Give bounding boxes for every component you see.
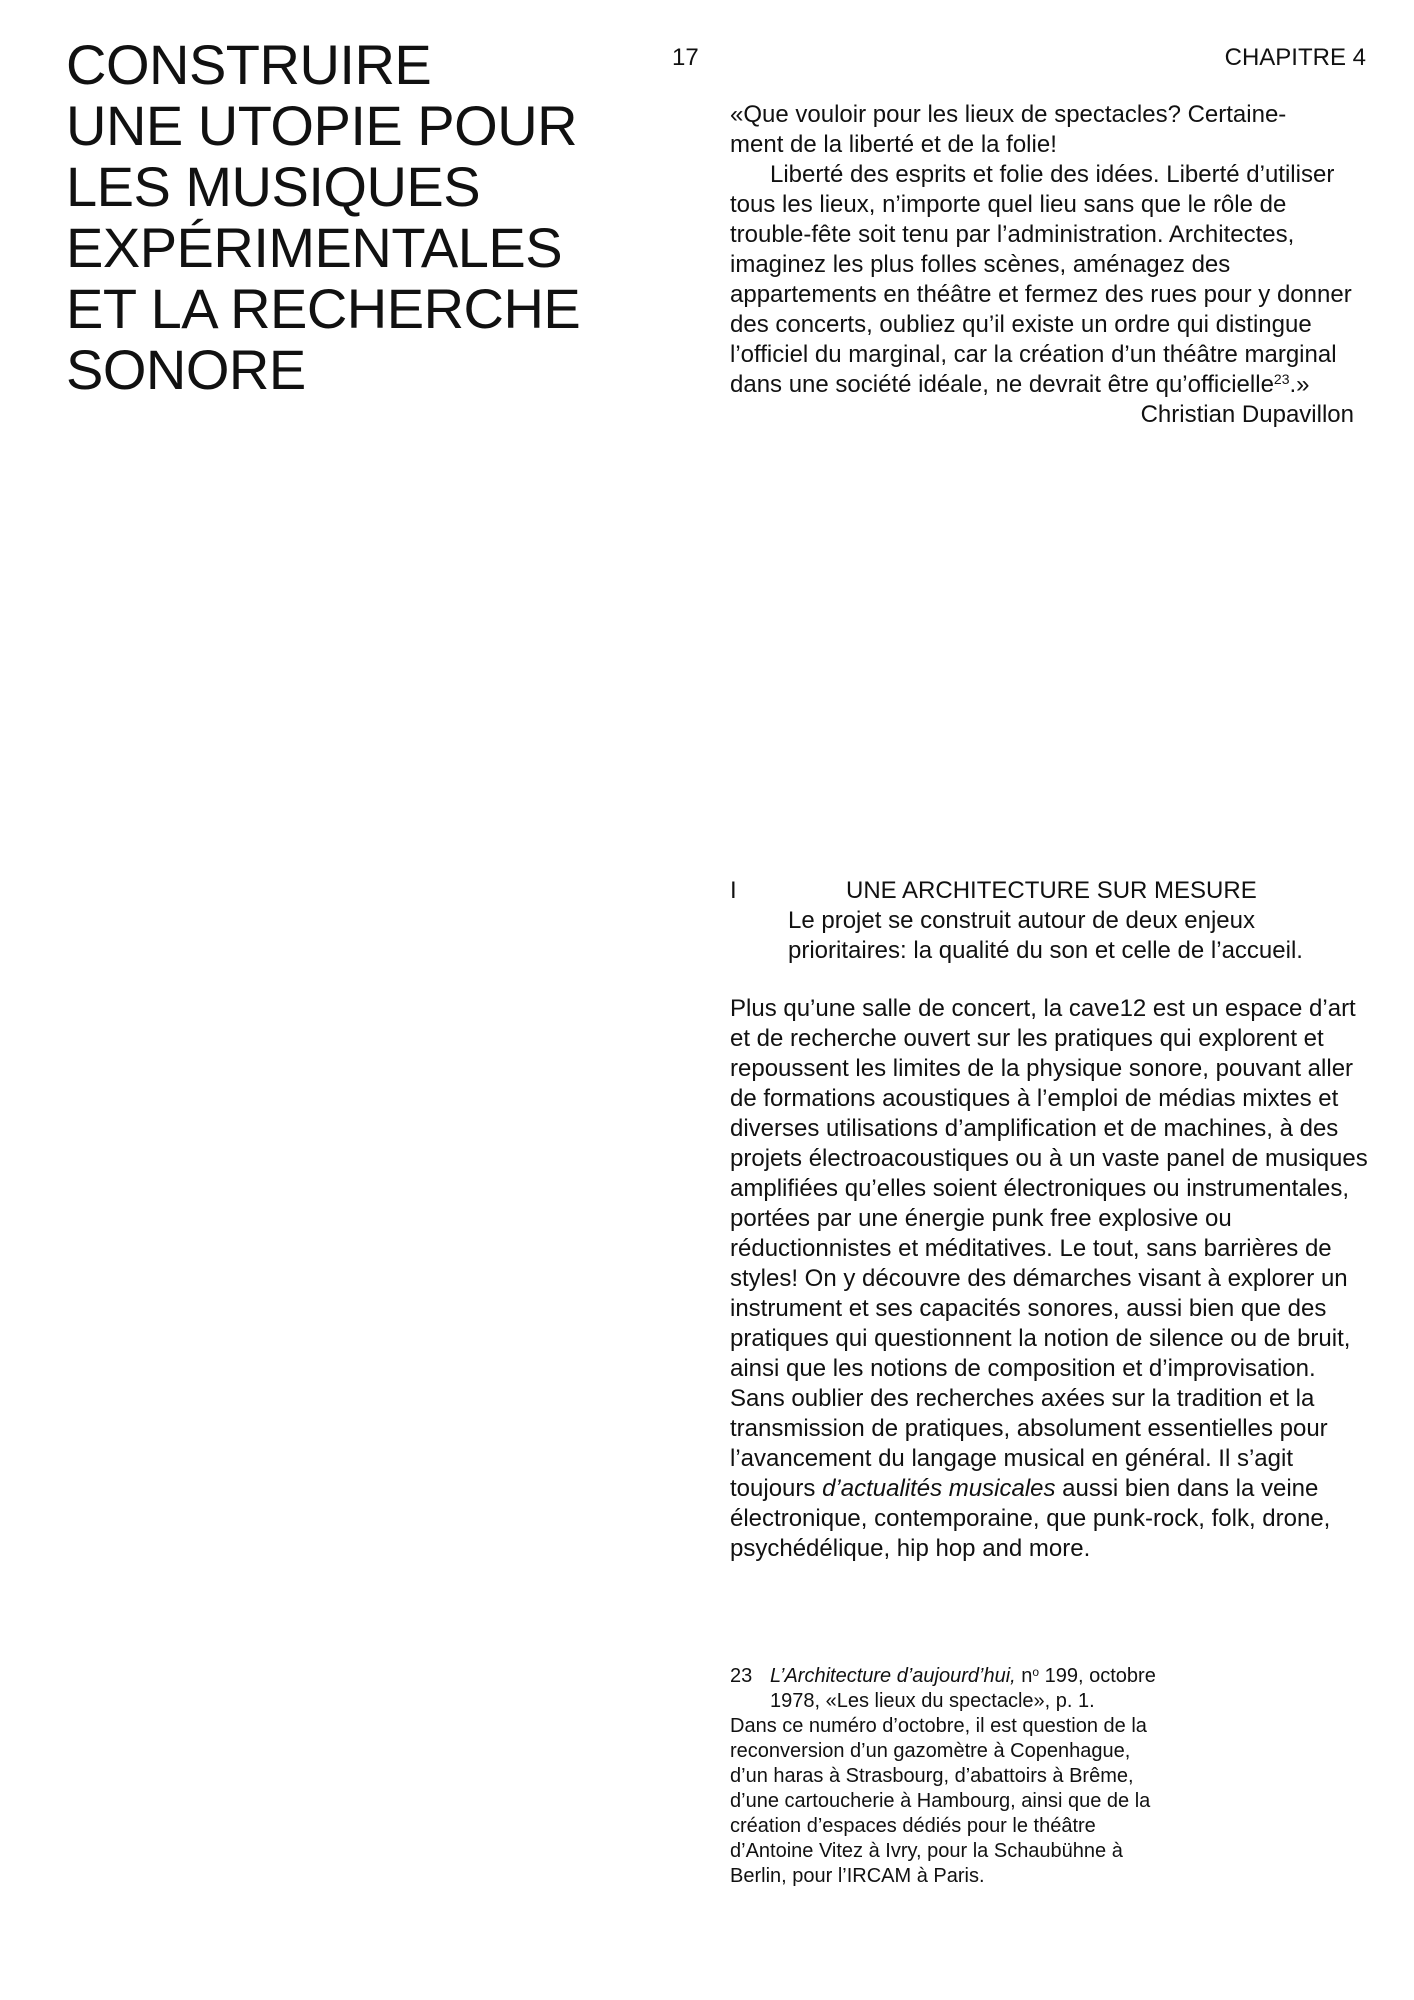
title-line: ET LA RECHERCHE bbox=[66, 277, 581, 340]
section-title: UNE ARCHITECTURE SUR MESURE bbox=[846, 877, 1257, 904]
footnote-issue-details: 199, octobre 1978, «Les lieux du spectacle», p. 1. bbox=[770, 1665, 1156, 1712]
section-lead: Le projet se construit autour de deux enjeux prioritaires: la qualité du son et celle de l’accueil. bbox=[788, 907, 1303, 964]
title-line: EXPÉRIMENTALES bbox=[66, 216, 563, 279]
emphasized-text: d’actualités musicales bbox=[822, 1475, 1056, 1502]
epigraph-closing: .» bbox=[1289, 371, 1310, 398]
epigraph-paragraph bbox=[730, 160, 1360, 400]
main-paragraph bbox=[730, 994, 1370, 1564]
footnote-reference[interactable]: 23 bbox=[1273, 371, 1290, 387]
page-title bbox=[66, 34, 666, 400]
epigraph-author: Christian Dupavillon bbox=[1140, 401, 1354, 428]
footnote-note: Dans ce numéro d’octobre, il est question de la reconversion d’un gazomètre à Copenhague, d’un haras à Strasbourg, d’abattoirs à Brême, d’une cartoucherie à Hambourg, ainsi que de la création d’espaces dédiés pour le théâtre d’Antoine Vitez à Ivry, pour la Schaubühne à Berlin, pour l’IRCAM à Paris. bbox=[730, 1715, 1151, 1887]
footnote-source-title: L’Architecture d’aujourd’hui, bbox=[770, 1665, 1016, 1687]
epigraph-text: Liberté des esprits et folie des idées. Liberté d’utiliser tous les lieux, n’importe quel lieu sans que le rôle de trouble-fête soit tenu par l’administration. Architectes, imaginez les plus folles scènes, aménagez des appartements en théâtre et fermez des rues pour y donner des concerts, oubliez qu’il existe un ordre qui distingue l’officiel du marginal, car la création d’un théâtre marginal dans une société idéale, ne devrait être qu’officielle bbox=[730, 161, 1352, 398]
title-line: CONSTRUIRE bbox=[66, 33, 432, 96]
epigraph-line: «Que vouloir pour les lieux de spectacles? Certaine- bbox=[730, 101, 1287, 128]
epigraph-line: ment de la liberté et de la folie! bbox=[730, 131, 1057, 158]
epigraph-quote bbox=[730, 100, 1360, 430]
section-number: I bbox=[730, 877, 737, 904]
main-text: Plus qu’une salle de concert, la cave12 est un espace d’art et de recherche ouvert sur les pratiques qui explorent et repoussent les limites de la physique sonore, pouvant aller de formations acoustiques à l’emploi de médias mixtes et diverses utilisations d’amplification et de machines, à des projets électroacoustiques ou à un vaste panel de musiques amplifiées qu’elles soient électroniques ou instrumentales, portées par une énergie punk free explosive ou réductionnistes et méditatives. Le tout, sans barrières de styles! On y découvre des démarches visant à explorer un instrument et ses capacités sonores, aussi bien que des pratiques qui questionnent la notion de silence ou de bruit, ainsi que les notions de composition et d’improvisation. Sans oublier des recherches axées sur la tradition et la transmission de pratiques, absolument essentielles pour l’avancement du langage musical en général. Il s’agit toujours bbox=[730, 995, 1368, 1502]
footnote bbox=[730, 1664, 1160, 1889]
page-number: 17 bbox=[672, 44, 699, 71]
footnote-issue-sup: o bbox=[1032, 1665, 1040, 1679]
chapter-label: CHAPITRE 4 bbox=[1224, 44, 1366, 71]
title-line: UNE UTOPIE POUR bbox=[66, 94, 578, 157]
main-text: aussi bien dans la veine électronique, contemporaine, que punk-rock, folk, drone, psychédélique, hip hop and more. bbox=[730, 1475, 1331, 1562]
footnote-citation bbox=[730, 1664, 1160, 1714]
epigraph-paragraph bbox=[730, 100, 1360, 160]
title-line: SONORE bbox=[66, 338, 306, 401]
footnote-number: 23 bbox=[730, 1665, 753, 1687]
footnote-issue-prefix: n bbox=[1015, 1665, 1033, 1687]
title-line: LES MUSIQUES bbox=[66, 155, 481, 218]
